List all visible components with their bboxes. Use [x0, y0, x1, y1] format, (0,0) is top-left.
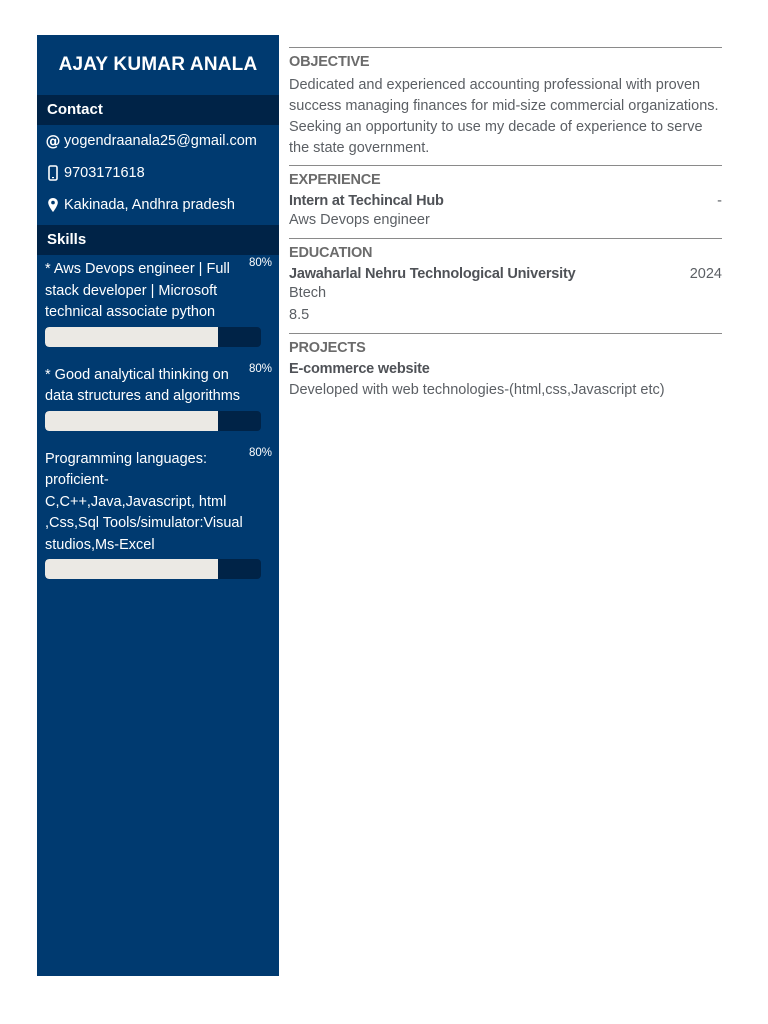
education-title: EDUCATION [289, 244, 373, 261]
experience-role: Intern at Techincal Hub [289, 193, 444, 209]
projects-section [289, 333, 722, 408]
skill-bar-fill [45, 327, 218, 347]
skill-item [37, 362, 279, 431]
contact-location [37, 189, 279, 221]
education-year: 2024 [689, 265, 722, 282]
map-pin-icon [43, 197, 63, 213]
experience-date: - [717, 193, 722, 209]
skill-percent: 80% [248, 257, 272, 269]
contact-email[interactable] [37, 125, 279, 157]
skill-bar-fill [45, 411, 218, 431]
contact-phone[interactable] [37, 157, 279, 189]
mobile-phone-icon [43, 165, 63, 181]
objective-title: OBJECTIVE [289, 54, 370, 70]
main-content [289, 47, 722, 407]
skills-list [37, 255, 279, 579]
objective-section [289, 47, 722, 165]
at-icon [43, 133, 63, 149]
project-description: Developed with web technologies-(html,css,Javascript etc) [289, 381, 665, 398]
skill-bar [45, 411, 261, 431]
skill-text: * Good analytical thinking on data structures and algorithms [45, 366, 241, 404]
sidebar [37, 35, 279, 976]
skill-text: * Aws Devops engineer | Full stack developer | Microsoft technical associate python [45, 261, 230, 320]
education-section [289, 238, 722, 333]
education-score: 8.5 [289, 307, 310, 323]
experience-description: Aws Devops engineer [289, 212, 430, 228]
skill-text: Programming languages: proficient-C,C++,Java,Javascript, html ,Css,Sql Tools/simulator:Visual studios,Ms-Excel [45, 450, 243, 553]
skill-percent: 80% [248, 446, 272, 459]
candidate-name: AJAY KUMAR ANALA [58, 54, 258, 75]
project-name: E-commerce website [289, 360, 430, 377]
skill-bar [45, 327, 261, 347]
education-degree: Btech [289, 284, 327, 301]
skill-percent: 80% [248, 362, 272, 375]
contact-heading: Contact [37, 95, 279, 125]
skill-bar-fill [45, 559, 218, 579]
experience-title: EXPERIENCE [289, 172, 381, 188]
contact-list [37, 125, 279, 221]
phone-text: 9703171618 [64, 165, 145, 181]
skill-item [37, 446, 279, 580]
objective-text: Dedicated and experienced accounting professional with proven success managing finances for mid-size commercial organizations. Seeking an opportunity to use my decade of experience to serve the state government. [289, 77, 719, 156]
experience-section [289, 165, 722, 238]
email-text: yogendraanala25@gmail.com [64, 133, 257, 149]
skill-bar [45, 559, 261, 579]
skill-item [37, 259, 279, 347]
skills-heading: Skills [37, 225, 279, 255]
education-school: Jawaharlal Nehru Technological University [289, 265, 576, 282]
svg-text:@: @ [45, 133, 61, 149]
projects-title: PROJECTS [289, 339, 366, 356]
location-text: Kakinada, Andhra pradesh [64, 197, 235, 213]
